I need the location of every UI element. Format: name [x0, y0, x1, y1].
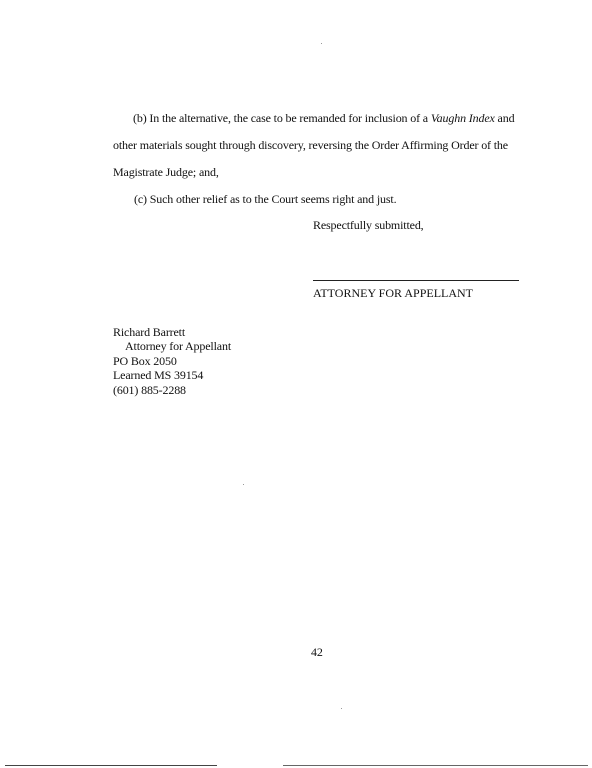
paragraph-b-text: (b) In the alternative, the case to be remanded for inclusion of a: [133, 111, 431, 125]
attorney-address-block: [113, 325, 231, 397]
paragraph-c: (c) Such other relief as to the Court seems right and just.: [134, 192, 397, 206]
scan-edge-rule: [5, 765, 217, 766]
attorney-city: Learned MS 39154: [113, 368, 204, 383]
scan-speck: [243, 484, 244, 485]
attorney-role: Attorney for Appellant: [125, 339, 232, 354]
scan-speck: [321, 43, 322, 44]
attorney-name: Richard Barrett: [113, 325, 186, 339]
page-number: 42: [311, 645, 323, 659]
respectfully-submitted: Respectfully submitted,: [313, 218, 424, 232]
attorney-phone: (601) 885-2288: [113, 382, 186, 397]
scan-speck: [341, 708, 342, 709]
paragraph-b-line-3: Magistrate Judge; and,: [113, 165, 219, 179]
scan-edge-rule: [283, 765, 588, 766]
vaughn-index-italic: Vaughn Index: [430, 111, 495, 125]
paragraph-b-text-end: and: [494, 111, 515, 125]
attorney-po-box: PO Box 2050: [113, 353, 177, 368]
paragraph-b-line-2: other materials sought through discovery, reversing the Order Affirming Order of the: [113, 138, 508, 152]
signature-line: [313, 280, 519, 281]
paragraph-b-line-1: [133, 111, 514, 125]
signature-label: ATTORNEY FOR APPELLANT: [313, 286, 474, 300]
